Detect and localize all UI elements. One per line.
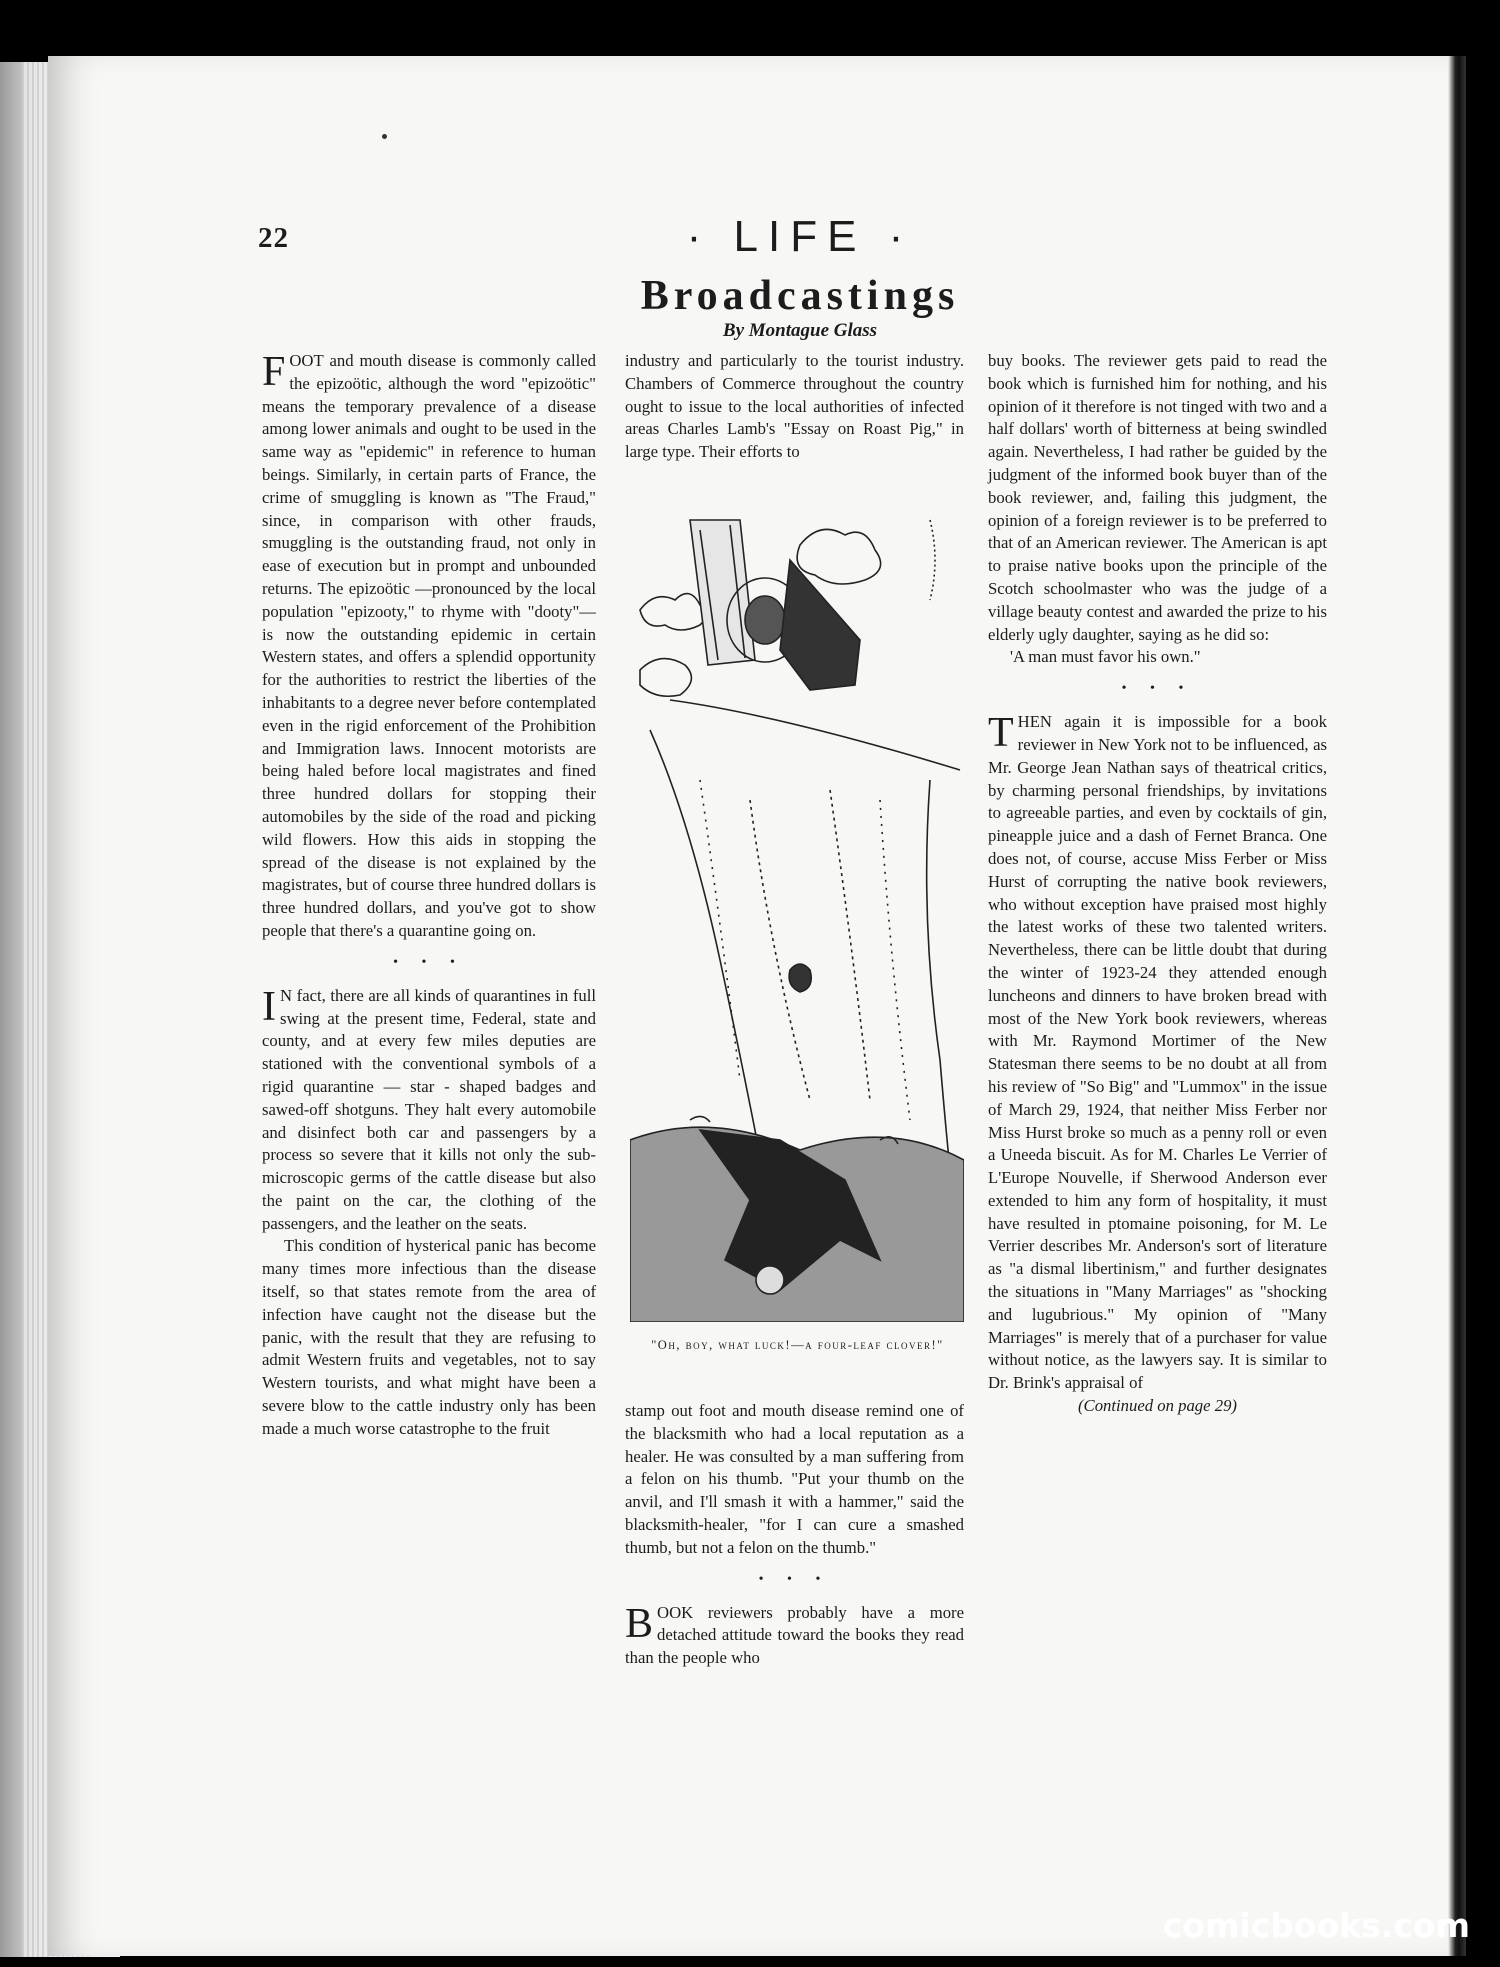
column-2-top	[625, 350, 964, 464]
paragraph: stamp out foot and mouth disease remind one of the blacksmith who had a local reputation as a healer. He was consulted by a man suffering from a felon on his thumb. "Put your thumb on the anvil, and I'll smash it with a hammer," said the blacksmith-healer, "for I can cure a smashed thumb, but not a felon on the thumb."	[625, 1401, 964, 1557]
lede: N	[280, 985, 293, 1005]
lede: OOK	[657, 1602, 694, 1622]
drop-cap: I	[262, 983, 276, 1030]
byline: By Montague Glass	[722, 320, 878, 341]
quote: 'A man must favor his own."	[1010, 647, 1201, 667]
paragraph	[262, 985, 596, 1236]
illustration-caption: "Oh, boy, what luck!—a four-leaf clover!"	[651, 1338, 944, 1352]
cartoon-illustration	[630, 500, 964, 1322]
paragraph: This condition of hysterical panic has become many times more infectious than the disease itself, so that states remote from the area of infection have caught not the disease but the panic, with the result that they are refusing to admit Western fruits and vegetables, not to say Western tourists, and what might have been a severe blow to the cattle industry only has been made a much worse catastrophe to the fruit	[262, 1236, 596, 1438]
drop-cap: T	[988, 710, 1014, 757]
paragraph	[988, 711, 1327, 1395]
lede: OOT	[289, 351, 324, 370]
column-1	[262, 350, 596, 1441]
paragraph	[262, 350, 596, 943]
paragraph: industry and particularly to the tourist industry. Chambers of Commerce throughout the country ought to issue to the local authorities of infected areas Charles Lamb's "Essay on Roast Pig," in large type. Their efforts to	[625, 351, 964, 462]
column-2-bottom	[625, 1400, 964, 1670]
section-break: • • •	[393, 954, 465, 970]
column-3	[988, 350, 1327, 1418]
page-number: 22	[258, 222, 289, 254]
watermark: comicbooks.com	[1162, 1906, 1470, 1945]
paragraph	[625, 1602, 964, 1670]
paragraph-text: fact, there are all kinds of quarantines in full swing at the present time, Federal, state and county, and at every few miles deputies are stationed with the conventional symbols of a rigid quarantine — star - shaped badges and sawed-off shotguns. They halt every automobile and disinfect both car and passengers by a process so severe that it kills not only the sub-microscopic germs of the cattle disease but also the paint on the car, the clothing of the passengers, and the leather on the seats.	[262, 985, 596, 1233]
book-gutter	[1448, 56, 1466, 1956]
paragraph-text: again it is impossible for a book reviewer in New York not to be influenced, as Mr. George Jean Nathan says of theatrical critics, by charming personal friendships, by invitations to agreeable parties, and even by cocktails of gin, pineapple juice and a dash of Fernet Branca. One does not, of course, accuse Miss Ferber or Miss Hurst of corrupting the native book reviewers, who without exception have praised most highly the latest works of these two talented writers. Nevertheless, there can be little doubt that during the winter of 1923-24 they attended enough luncheons and dinners to have broken bread with most of the New York book reviewers, whereas with Mr. Raymond Mortimer of the New Statesman there seems to be no doubt at all from his review of "So Big" and "Lummox" in the issue of March 29, 1924, that neither Miss Ferber nor Miss Hurst broke so much as a penny roll or even a Uneeda biscuit. As for M. Charles Le Verrier of L'Europe Nouvelle, if Sherwood Anderson ever extended to him any form of hospitality, it must have resulted in ptomaine poisoning, for M. Le Verrier describes Mr. Anderson's sort of literature as "a dismal libertinism," and further designates the situations in "Many Marriages" as "shocking and lugubrious." My opinion of "Many Marriages" is merely that of a purchaser for value without notice, as the lawyers say. It is similar to Dr. Brink's appraisal of	[988, 712, 1327, 1393]
continued-note: (Continued on page 29)	[1078, 1396, 1237, 1416]
paragraph-text: reviewers probably have a more detached attitude toward the books they read than the people who	[625, 1602, 964, 1668]
lede: HEN	[1017, 712, 1052, 732]
paragraph: buy books. The reviewer gets paid to read the book which is furnished him for nothing, and his opinion of it therefore is not tinged with two and a half dollars' worth of bitterness at being swindled again. Nevertheless, I had rather be guided by the judgment of the informed book buyer than of the book reviewer, and, failing this judgment, the opinion of a foreign reviewer is to be preferred to that of an American reviewer. The American is apt to praise native books upon the principle of the Scotch schoolmaster who was the judge of a village beauty contest and awarded the prize to his elderly ugly daughter, saying as he did so:	[988, 351, 1327, 644]
article-title: Broadcastings	[640, 273, 960, 319]
section-break: • • •	[1121, 681, 1194, 697]
masthead: · LIFE ·	[686, 212, 914, 261]
paragraph-text: and mouth disease is commonly called the epizoötic, although the word "epizoötic" means the temporary prevalence of a disease among lower animals and ought to be used in the same way as "epidemic" in reference to human beings. Similarly, in certain parts of France, the crime of smuggling is known as "The Fraud," since, in comparison with other frauds, smuggling is the outstanding fraud, not only in ease of execution but in prompt and unbounded returns. The epizoötic —pronounced by the local population "epizooty," to rhyme with "dooty"— is now the outstanding epidemic in certain Western states, and offers a splendid opportunity for the authorities to restrict the liberties of the inhabitants to a degree never before contemplated even in the rigid enforcement of the Prohibition and Immigration laws. Innocent motorists are being haled before local magistrates and fined three hundred dollars for stopping their automobiles by the side of the road and picking wild flowers. How this aids in stopping the spread of the disease is not explained by the magistrates, but of course three hundred dollars is three hundred dollars, and you've got to show people that there's a quarantine going on.	[262, 351, 596, 940]
section-break: • • •	[758, 1571, 831, 1587]
drop-cap: B	[625, 1600, 654, 1647]
drop-cap: F	[262, 349, 286, 395]
speck	[382, 134, 387, 139]
